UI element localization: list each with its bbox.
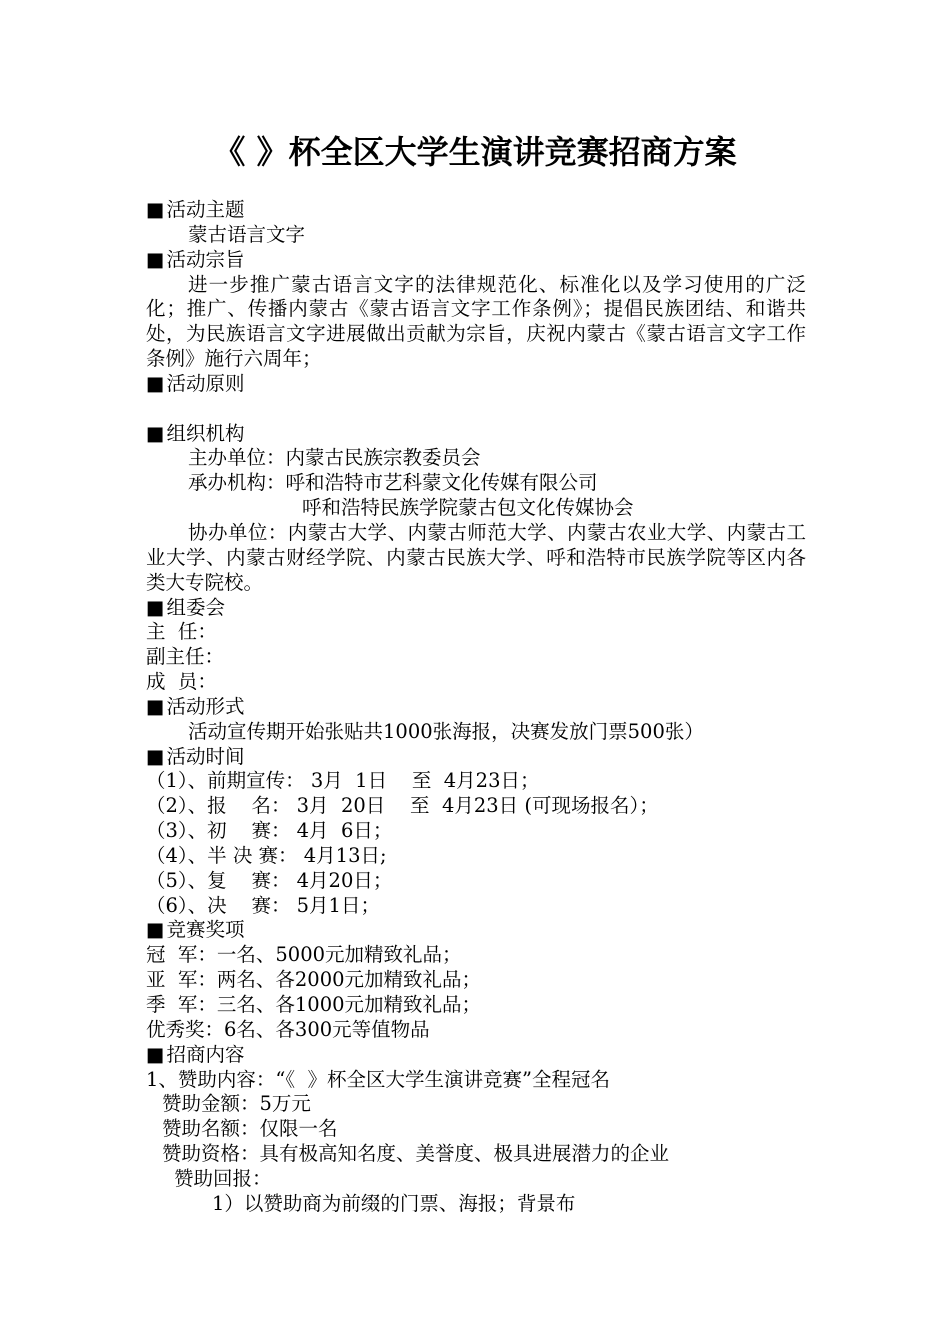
square-bullet-icon: ■ bbox=[146, 694, 165, 718]
document-body bbox=[146, 198, 806, 1217]
document-title: 《 》杯全区大学生演讲竞赛招商方案 bbox=[213, 133, 737, 171]
organizer-unit-2: 呼和浩特民族学院蒙古包文化传媒协会 bbox=[302, 496, 634, 520]
purpose-paragraph: 进一步推广蒙古语言文字的法律规范化、标准化以及学习使用的广泛化；推广、传播内蒙古《蒙古语言文字工作条例》；提倡民族团结、和谐共处，为民族语言文字进展做出贡献为宗旨，庆祝内蒙古《蒙古语言文字工作条例》施行六周年； bbox=[146, 272, 806, 371]
section-heading-awards: ■ 竞赛奖项 bbox=[146, 918, 245, 942]
section-heading-organization: ■ 组织机构 bbox=[146, 421, 245, 445]
section-heading-sponsorship: ■ 招商内容 bbox=[146, 1042, 245, 1066]
square-bullet-icon: ■ bbox=[146, 198, 165, 221]
sponsorship-quota: 赞助名额：仅限一名 bbox=[162, 1117, 338, 1141]
sponsorship-amount: 赞助金额：5万元 bbox=[162, 1092, 311, 1116]
square-bullet-icon: ■ bbox=[146, 595, 165, 619]
sponsorship-qualification: 赞助资格：具有极高知名度、美誉度、极具进展潜力的企业 bbox=[162, 1142, 670, 1166]
co-organizer-paragraph: 协办单位：内蒙古大学、内蒙古师范大学、内蒙古农业大学、内蒙古工业大学、内蒙古财经学院、内蒙古民族大学、呼和浩特市民族学院等区内各类大专院校。 bbox=[146, 520, 806, 594]
sponsorship-return: 赞助回报： bbox=[174, 1166, 272, 1190]
organizer-unit: 承办机构：呼和浩特市艺科蒙文化传媒有限公司 bbox=[188, 471, 598, 495]
theme-text: 蒙古语言文字 bbox=[188, 222, 306, 246]
section-heading-committee: ■ 组委会 bbox=[146, 595, 225, 619]
schedule-item: （5）、复 赛： 4月20日； bbox=[146, 868, 393, 892]
schedule-item: （1）、前期宣传： 3月 1日 至 4月23日； bbox=[146, 769, 540, 793]
section-heading-time: ■ 活动时间 bbox=[146, 744, 245, 768]
section-heading-form: ■ 活动形式 bbox=[146, 694, 245, 718]
schedule-item: （6）、决 赛： 5月1日； bbox=[146, 893, 380, 917]
form-text: 活动宣传期开始张贴共1000张海报，决赛发放门票500张） bbox=[188, 719, 704, 743]
square-bullet-icon: ■ bbox=[146, 421, 165, 445]
square-bullet-icon: ■ bbox=[146, 918, 165, 942]
schedule-item: （4）、半 决 赛： 4月13日; bbox=[146, 843, 387, 867]
blank-line bbox=[146, 397, 806, 422]
committee-deputy: 副主任： bbox=[146, 645, 225, 669]
committee-members: 成 员： bbox=[146, 670, 217, 694]
section-heading-principle: ■ 活动原则 bbox=[146, 371, 245, 395]
square-bullet-icon: ■ bbox=[146, 744, 165, 768]
host-unit: 主办单位：内蒙古民族宗教委员会 bbox=[188, 446, 481, 470]
schedule-item: （3）、初 赛： 4月 6日； bbox=[146, 819, 393, 843]
award-item: 亚 军：两名、各2000元加精致礼品； bbox=[146, 968, 482, 992]
section-heading-theme: ■ 活动主题 bbox=[146, 198, 245, 221]
award-item: 冠 军：一名、5000元加精致礼品； bbox=[146, 943, 462, 967]
committee-director: 主 任： bbox=[146, 620, 217, 644]
section-heading-purpose: ■ 活动宗旨 bbox=[146, 247, 245, 271]
sponsorship-item-1: 1、赞助内容：“《 》杯全区大学生演讲竞赛”全程冠名 bbox=[146, 1067, 610, 1091]
square-bullet-icon: ■ bbox=[146, 1042, 165, 1066]
award-item: 优秀奖：6名、各300元等值物品 bbox=[146, 1017, 430, 1041]
sponsorship-return-item-1: 1）以赞助商为前缀的门票、海报；背景布 bbox=[212, 1191, 576, 1215]
square-bullet-icon: ■ bbox=[146, 247, 165, 271]
schedule-item: （2）、报 名： 3月 20日 至 4月23日 (可现场报名）； bbox=[146, 794, 659, 818]
award-item: 季 军：三名、各1000元加精致礼品； bbox=[146, 993, 482, 1016]
square-bullet-icon: ■ bbox=[146, 371, 165, 395]
